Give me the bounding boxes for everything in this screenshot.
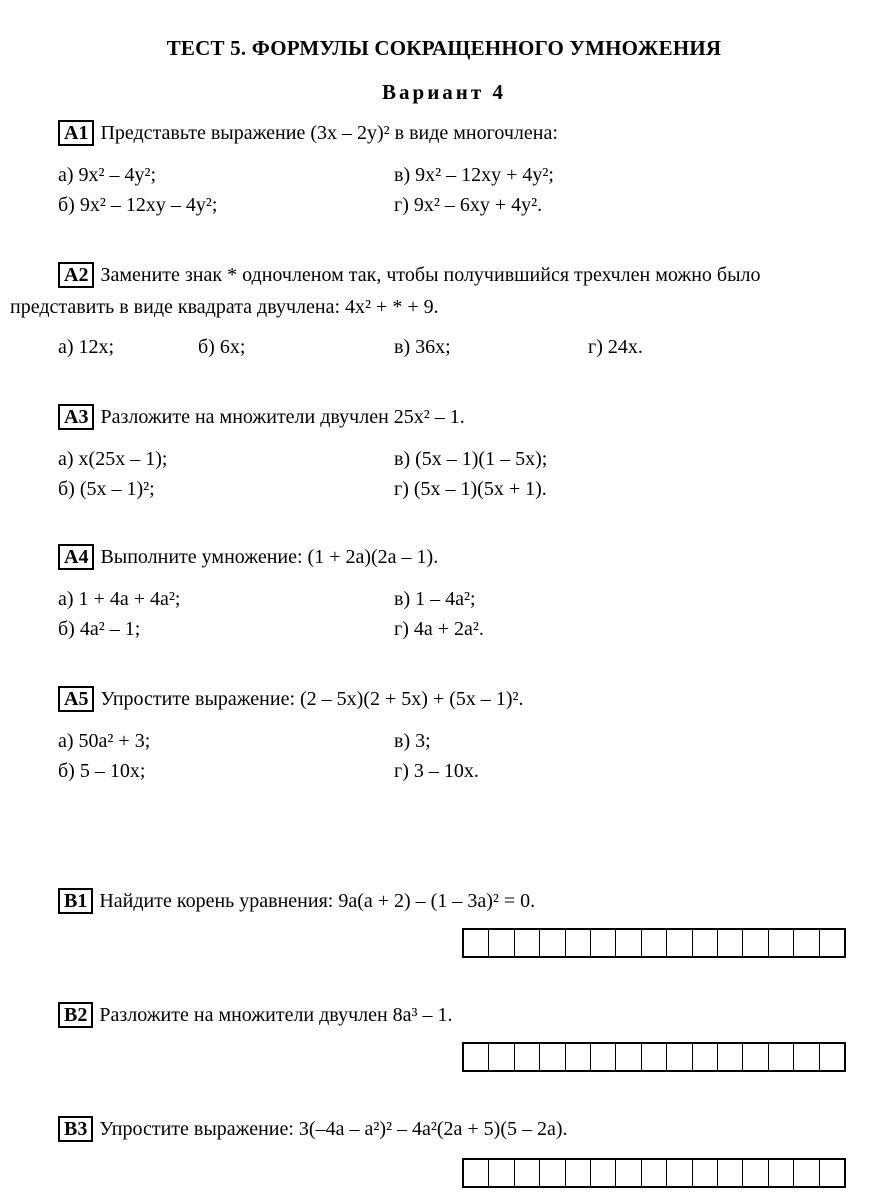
question-b2	[58, 1002, 453, 1028]
a3-option-a[interactable]: а) x(25x – 1);	[58, 448, 168, 470]
question-a2-continuation: представить в виде квадрата двучлена: 4x² + * + 9.	[10, 296, 439, 318]
question-b3	[58, 1116, 568, 1142]
a4-option-b[interactable]: б) 4a² – 1;	[58, 618, 141, 640]
question-text: Упростите выражение: 3(–4a – a²)² – 4a²(2a + 5)(5 – 2a).	[99, 1118, 568, 1140]
a2-option-g[interactable]: г) 24x.	[588, 336, 643, 358]
a4-option-g[interactable]: г) 4a + 2a².	[394, 618, 484, 640]
question-a3	[58, 404, 465, 430]
question-label: A2	[58, 262, 94, 288]
variant-heading: Вариант 4	[382, 80, 506, 104]
question-text: Представьте выражение (3x – 2y)² в виде многочлена:	[100, 122, 558, 144]
question-a2	[58, 262, 761, 288]
question-label: B1	[58, 888, 93, 914]
question-text: Замените знак * одночленом так, чтобы получившийся трехчлен можно было	[100, 264, 761, 286]
a2-option-v[interactable]: в) 36x;	[394, 336, 451, 358]
a5-option-g[interactable]: г) 3 – 10x.	[394, 760, 479, 782]
question-text: Разложите на множители двучлен 25x² – 1.	[100, 406, 465, 428]
a2-option-a[interactable]: а) 12x;	[58, 336, 115, 358]
question-b1	[58, 888, 535, 914]
b3-answer-grid[interactable]	[462, 1158, 846, 1188]
a2-option-b[interactable]: б) 6x;	[198, 336, 246, 358]
a5-option-a[interactable]: а) 50a² + 3;	[58, 730, 151, 752]
question-a5	[58, 686, 524, 712]
question-label: A3	[58, 404, 94, 430]
a5-option-v[interactable]: в) 3;	[394, 730, 431, 752]
question-label: A4	[58, 544, 94, 570]
a5-option-b[interactable]: б) 5 – 10x;	[58, 760, 146, 782]
a3-option-b[interactable]: б) (5x – 1)²;	[58, 478, 155, 500]
question-text: Разложите на множители двучлен 8a³ – 1.	[99, 1004, 453, 1026]
question-text: Выполните умножение: (1 + 2a)(2a – 1).	[100, 546, 439, 568]
question-a4	[58, 544, 438, 570]
a1-option-b[interactable]: б) 9x² – 12xy – 4y²;	[58, 194, 218, 216]
question-text: Найдите корень уравнения: 9a(a + 2) – (1 – 3a)² = 0.	[99, 890, 536, 912]
question-label: B2	[58, 1002, 93, 1028]
page-title: ТЕСТ 5. ФОРМУЛЫ СОКРАЩЕННОГО УМНОЖЕНИЯ	[166, 36, 722, 60]
a3-option-g[interactable]: г) (5x – 1)(5x + 1).	[394, 478, 547, 500]
a4-option-v[interactable]: в) 1 – 4a²;	[394, 588, 476, 610]
a4-option-a[interactable]: а) 1 + 4a + 4a²;	[58, 588, 181, 610]
question-a1	[58, 120, 558, 146]
a1-option-v[interactable]: в) 9x² – 12xy + 4y²;	[394, 164, 554, 186]
b1-answer-grid[interactable]	[462, 928, 846, 958]
question-label: A1	[58, 120, 94, 146]
question-label: A5	[58, 686, 94, 712]
a1-option-a[interactable]: а) 9x² – 4y²;	[58, 164, 157, 186]
a3-option-v[interactable]: в) (5x – 1)(1 – 5x);	[394, 448, 548, 470]
a1-option-g[interactable]: г) 9x² – 6xy + 4y².	[394, 194, 543, 216]
b2-answer-grid[interactable]	[462, 1042, 846, 1072]
question-label: B3	[58, 1116, 93, 1142]
question-text: Упростите выражение: (2 – 5x)(2 + 5x) + (5x – 1)².	[100, 688, 524, 710]
